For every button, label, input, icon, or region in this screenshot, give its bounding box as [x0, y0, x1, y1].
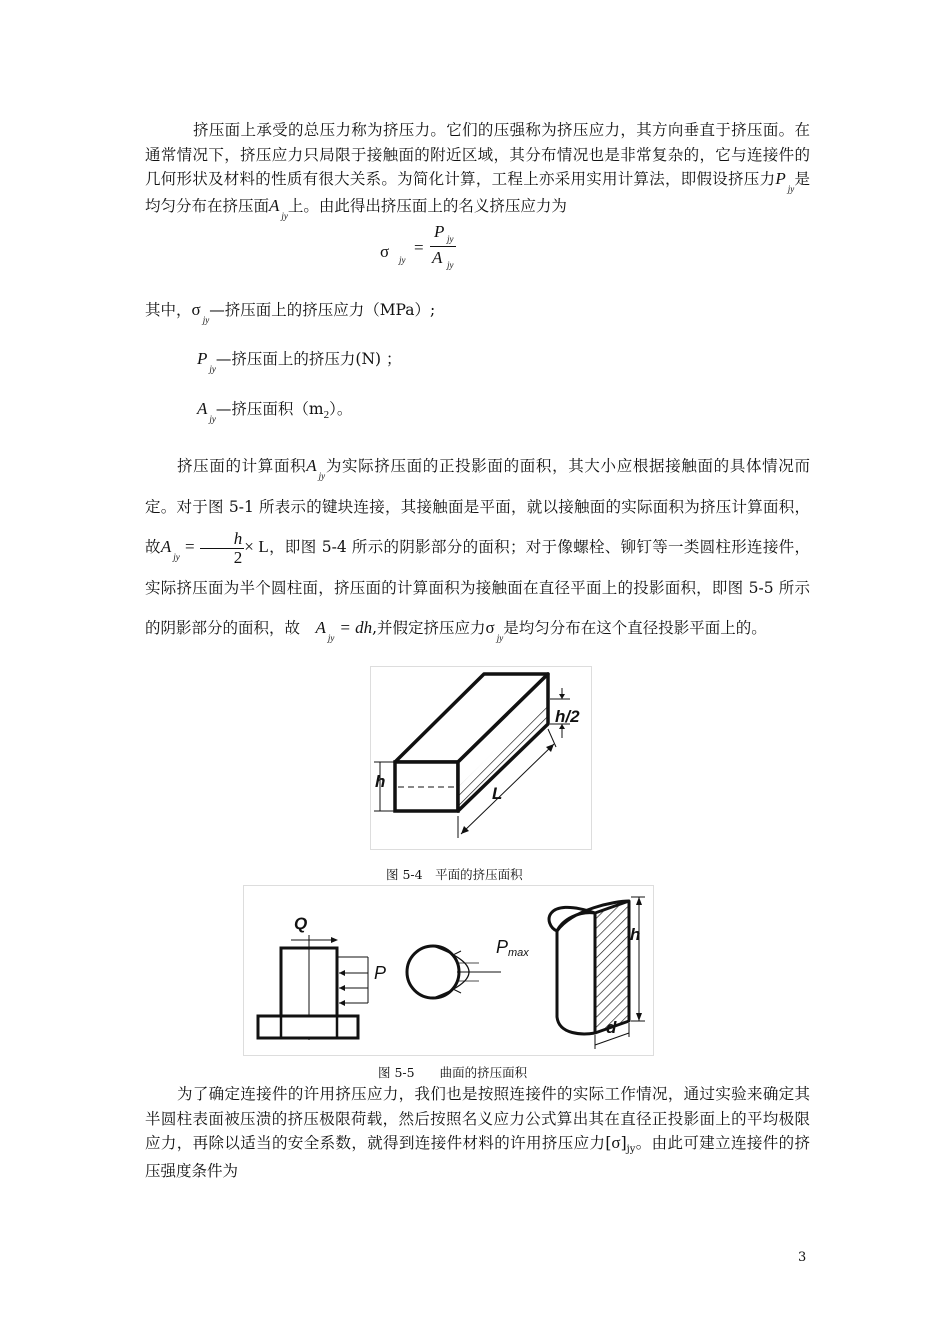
symbol-sigma: σ: [611, 1133, 621, 1152]
definition-P: [197, 347, 401, 373]
label-h: h: [375, 772, 386, 791]
definition-text: —挤压面上的挤压应力（MPa）;: [209, 301, 436, 319]
subscript-jy: jy: [202, 315, 210, 325]
paragraph-text: 挤压面上承受的总压力称为挤压力。它们的压强称为挤压应力，其方向垂直于挤压面。在通常情况下，挤压应力只局限于接触面的附近区域，其分布情况也是非常复杂的，它与连接件的几何形状及材料的性质有很大关系。为简化计算，工程上亦采用实用计算法，即假设挤压力: [145, 121, 810, 188]
symbol-A: A: [160, 537, 172, 556]
symbol-sigma: σ: [380, 242, 390, 261]
fraction-numerator-h: h: [200, 530, 245, 549]
label-Pmax-sub: max: [508, 947, 529, 959]
paragraph-text: ,并假定挤压应力: [372, 619, 486, 637]
label-P: P: [374, 963, 387, 983]
symbol-sigma: σ: [485, 618, 495, 637]
paragraph-calculated-area: [145, 446, 810, 650]
symbol-A: A: [269, 195, 280, 215]
subscript-jy: jy: [209, 414, 216, 424]
definition-text: ）。: [329, 400, 353, 418]
times-L: × L: [244, 537, 269, 556]
fraction-denominator-A: A: [432, 248, 443, 267]
equals-dh: = dh: [339, 618, 373, 637]
subscript-jy: jy: [447, 234, 454, 244]
paragraph-text: 为了确定连接件的许用挤压应力，我们也是按照连接件的实际工作情况，通过实验来确定其半圆柱表面被压溃的挤压极限荷载，然后按照名义应力公式算出其在直径正投影面上的平均极限应力，再除以适当的安全系数，就得到连接件材料的许用挤压应力[: [145, 1085, 810, 1152]
definition-sigma: [145, 298, 435, 324]
figure-5-4-caption: 图 5-4 平面的挤压面积: [386, 867, 523, 882]
fraction-numerator-P: P: [434, 222, 445, 241]
definition-text: —挤压面积（m: [215, 400, 324, 418]
paragraph-text: 是均匀分布在这个直径投影平面上的。: [503, 619, 767, 637]
label-L: L: [492, 784, 503, 803]
subscript-jy: jy: [318, 471, 326, 481]
symbol-A: A: [315, 618, 326, 637]
paragraph-text: 上。由此得出挤压面上的名义挤压应力为: [287, 196, 567, 215]
paragraph-text: ，即图 5-4 所示的阴影部分的面积；对于像螺栓、铆钉等一类圆柱形连接件，实际挤压面为半个圆柱面，挤压面的计算面积为接触面在直径平面上的投影面积，即图 5-5 所示的阴影部分的面积，故: [145, 538, 810, 637]
subscript-jy: jy: [281, 210, 288, 221]
definition-A: [197, 397, 352, 423]
label-Pmax-main: P: [496, 937, 509, 957]
unit-exponent: 2: [323, 409, 330, 421]
label-d: d: [606, 1018, 617, 1037]
paragraph-allowable-stress: [145, 1082, 810, 1183]
equals-sign: =: [414, 238, 424, 257]
subscript-jy: jy: [447, 260, 454, 270]
subscript-jy: jy: [209, 364, 216, 374]
subscript-jy: jy: [496, 633, 504, 643]
figure-5-5-curved-extrusion-area: [243, 885, 654, 1056]
subscript-jy: jy: [327, 633, 335, 643]
page-number: 3: [798, 1250, 807, 1265]
symbol-A: A: [306, 456, 317, 475]
equals-sign: =: [184, 537, 195, 556]
symbol-P: P: [775, 169, 786, 188]
symbol-sigma: σ: [191, 300, 201, 319]
definition-text: —挤压面上的挤压力(N) ；: [215, 350, 402, 368]
paragraph-text: 为实际挤压面的正投影面的面积，其大小应根据接触面的具体情况而定。对于图 5-1 所表示的键块连接，其接触面是平面，就以接触面的实际面积为挤压计算面积，故: [145, 457, 810, 556]
figure-5-5-caption: 图 5-5 曲面的挤压面积: [378, 1065, 528, 1080]
subscript-jy: jy: [787, 184, 795, 194]
label-h-half: h/2: [555, 707, 580, 726]
stress-formula: [380, 222, 500, 284]
fraction-denominator-2: 2: [233, 547, 243, 567]
figure-5-4-flat-extrusion-area: [370, 666, 592, 850]
subscript-jy: jy: [173, 552, 180, 562]
symbol-P: P: [197, 349, 208, 368]
fraction-h-over-2: [200, 530, 245, 567]
subscript-jy: jy: [626, 1144, 636, 1155]
label-Pmax: [496, 937, 529, 958]
paragraph-text: 是均匀分布在挤压面: [145, 170, 810, 215]
where-label: 其中，: [145, 301, 192, 319]
subscript-jy: jy: [399, 255, 406, 265]
bracket-close: ]: [620, 1134, 627, 1152]
paragraph-text: 。由此可建立连接件的挤压强度条件为: [145, 1134, 810, 1180]
fraction-bar: [430, 246, 456, 247]
paragraph-text: 挤压面的计算面积: [177, 457, 307, 475]
label-Q: Q: [294, 914, 308, 933]
label-h: h: [630, 925, 641, 944]
symbol-A: A: [197, 399, 208, 418]
paragraph-extrusion-force: [145, 118, 810, 220]
